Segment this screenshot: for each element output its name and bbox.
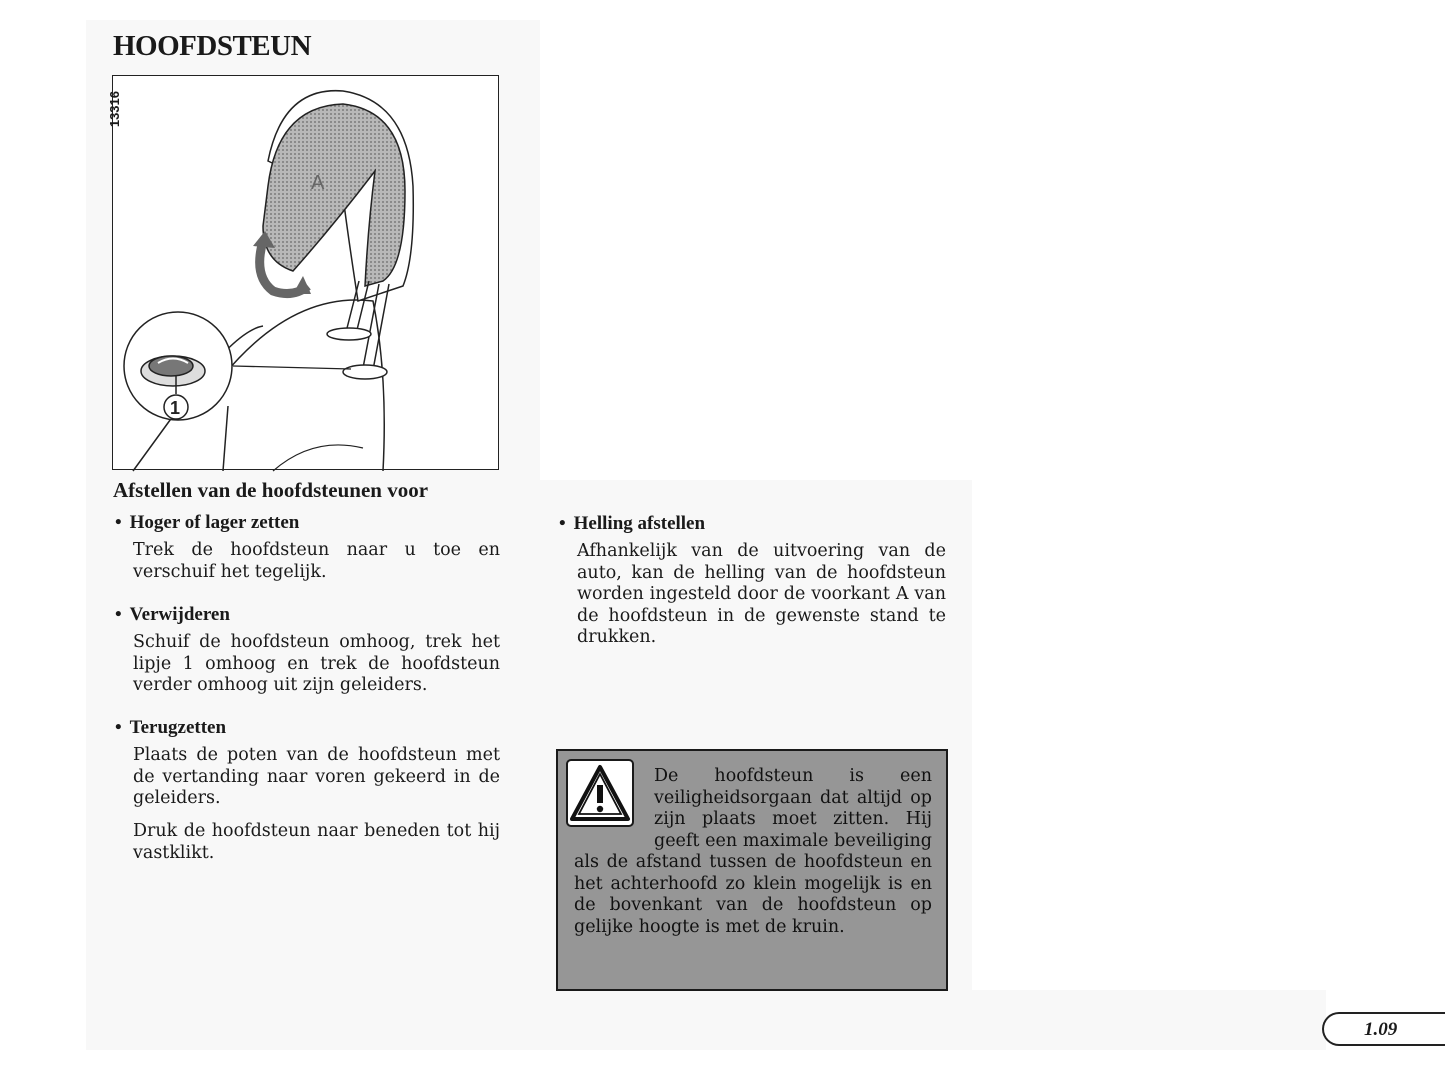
item-heading: • Hoger of lager zetten	[115, 512, 300, 533]
label-a: A	[311, 172, 325, 194]
section-title: Afstellen van de hoofdsteunen voor	[113, 478, 429, 502]
item-heading: • Helling afstellen	[559, 513, 706, 534]
headrest-illustration	[107, 75, 499, 470]
page-title: HOOFDSTEUN	[113, 30, 312, 62]
item-paragraph: Plaats de poten van de hoofdsteun met de vertanding naar voren gekeerd in de geleiders.	[133, 745, 500, 808]
seat-back-outline	[223, 300, 384, 471]
warning-text: De hoofdsteun is een veiligheidsorgaan dat altijd op zijn plaats moet zitten. Hij geeft een maximale beveiliging als de afstand tussen de hoofdsteun en het achterhoofd zo klein mogelijk is en de bovenkant van de hoofdsteun op gelijke hoogte is met de kruin.	[574, 766, 932, 937]
figure-code: 13316	[107, 91, 122, 128]
label-1: 1	[170, 398, 181, 418]
post-guide	[327, 328, 371, 340]
page-number: 1.09	[1364, 1019, 1398, 1040]
item-heading: • Terugzetten	[115, 717, 227, 738]
headrest-drawing	[113, 76, 500, 471]
item-paragraph: Druk de hoofdsteun naar beneden tot hij vastklikt.	[133, 821, 500, 863]
item-paragraph: Afhankelijk van de uitvoering van de auto, kan de helling van de hoofdsteun worden ingesteld door de voorkant A van de hoofdsteun in de gewenste stand te drukken.	[577, 541, 946, 647]
item-heading: • Verwijderen	[115, 604, 230, 625]
warning-box	[556, 749, 948, 991]
item-paragraph: Trek de hoofdsteun naar u toe en verschuif het tegelijk.	[133, 540, 500, 582]
page-number-tab	[1322, 1012, 1445, 1046]
page-background	[86, 990, 1326, 1050]
post-guide	[343, 365, 387, 379]
item-paragraph: Schuif de hoofdsteun omhoog, trek het lipje 1 omhoog en trek de hoofdsteun verder omhoog uit zijn geleiders.	[133, 632, 500, 695]
